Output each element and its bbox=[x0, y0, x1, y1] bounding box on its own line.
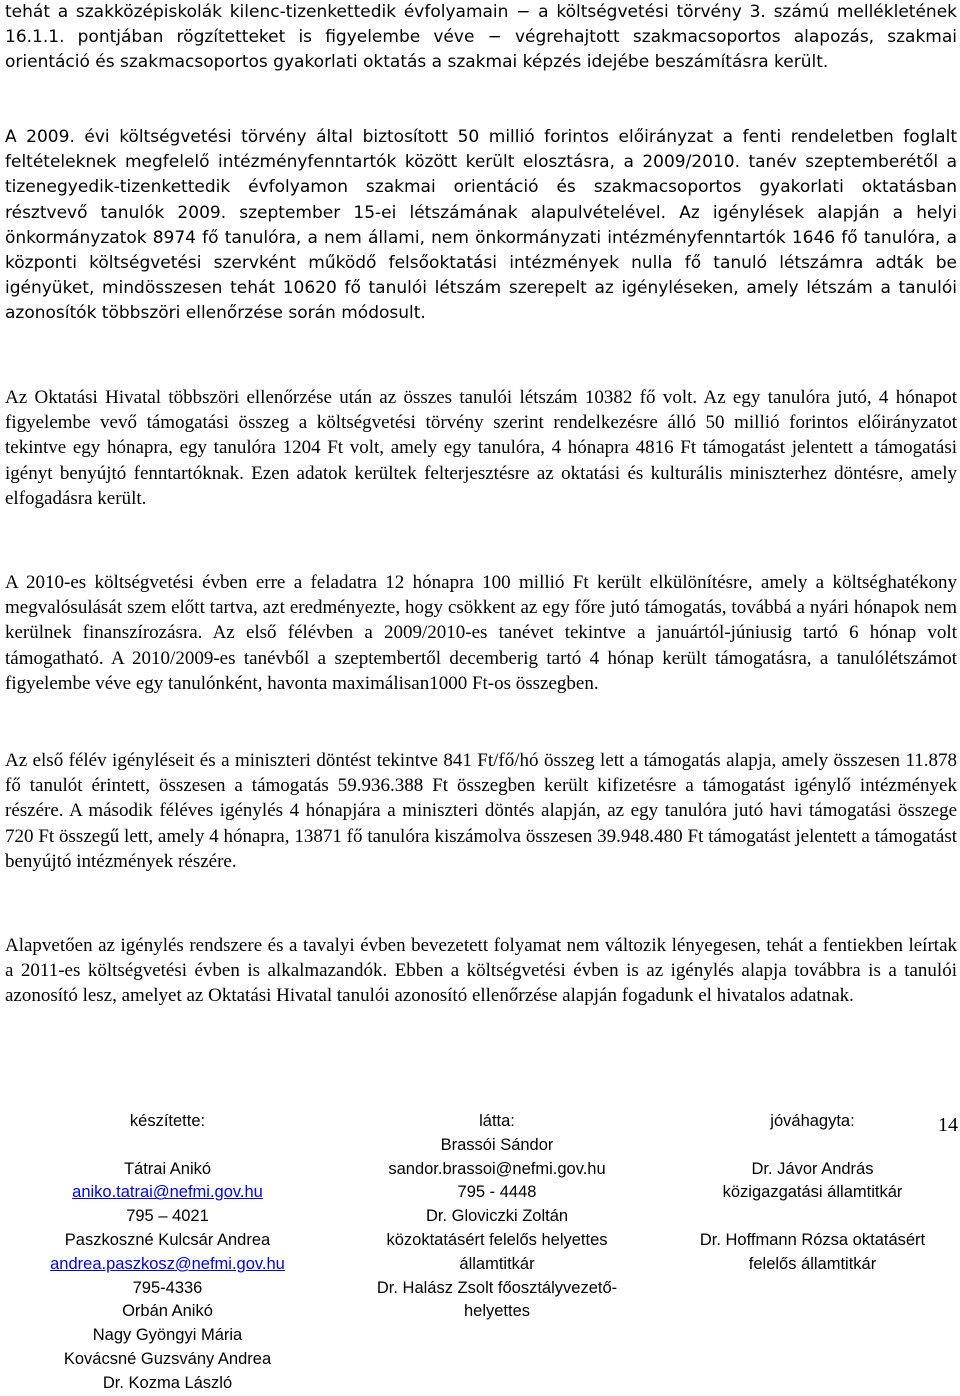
approved-name-1: Dr. Jávor András bbox=[751, 1159, 874, 1178]
prepared-name-1: Tátrai Anikó bbox=[123, 1159, 212, 1178]
approved-role-1: közigazgatási államtitkár bbox=[722, 1183, 903, 1202]
prepared-email-1-link[interactable]: aniko.tatrai@nefmi.gov.hu bbox=[72, 1183, 263, 1202]
prepared-phone-1: 795 – 4021 bbox=[126, 1207, 209, 1226]
prepared-name-2: Paszkoszné Kulcsár Andrea bbox=[64, 1230, 271, 1249]
footer-approved-column bbox=[690, 1110, 935, 1277]
seen-role-2b: államtitkár bbox=[459, 1254, 535, 1273]
seen-label: látta: bbox=[479, 1112, 515, 1130]
paragraph-office-check: Az Oktatási Hivatal többszöri ellenőrzése után az összes tanulói létszám 10382 fő volt. Az egy tanulóra jutó, 4 hónapot figyelembe vevő támogatási összeg a költségvetési törvény szerint rendelkezésre álló 50 millió forintos előirányzatot tekintve egy hónapra, egy tanulóra 1204 Ft volt, amely egy tanulóra, 4 hónapra 4816 Ft támogatást jelentett a támogatási igényt benyújtó fenntartóknak. Ezen adatok kerültek felterjesztésre az oktatási és kulturális miniszterhez döntésre, amely elfogadásra került. bbox=[5, 387, 957, 509]
prepared-label: készítette: bbox=[129, 1112, 206, 1130]
prepared-email-2-link[interactable]: andrea.paszkosz@nefmi.gov.hu bbox=[50, 1254, 285, 1273]
approved-name-2: Dr. Hoffmann Rózsa oktatásért bbox=[699, 1230, 926, 1249]
seen-name-2: Dr. Gloviczki Zoltán bbox=[425, 1207, 569, 1226]
prepared-name-6: Dr. Kozma László bbox=[102, 1373, 233, 1392]
seen-name-1: Brassói Sándor bbox=[440, 1135, 554, 1154]
seen-email-1: sandor.brassoi@nefmi.gov.hu bbox=[388, 1159, 606, 1178]
prepared-name-4: Nagy Gyöngyi Mária bbox=[92, 1326, 243, 1345]
seen-name-3: Dr. Halász Zsolt főosztályvezető- bbox=[376, 1278, 618, 1297]
paragraph-system: Alapvetően az igénylés rendszere és a tavalyi évben bevezetett folyamat nem változik lényegesen, tehát a fentiekben leírtak a 2011-es költségvetési évben is alkalmazandók. Ebben a költségvetési évben is az igénylés alapja továbbra is a tanulói azonosító lesz, amelyet az Oktatási Hivatal tanulói azonosító ellenőrzése alapján fogadunk el hivatalos adatnak. bbox=[5, 935, 957, 1007]
paragraph-intro: tehát a szakközépiskolák kilenc-tizenkettedik évfolyamain − a költségvetési törvény 3. számú mellékletének 16.1.1. pontjában rögzítetteket is figyelembe véve − végrehajtott szakmacsoportos alapozás, szakmai orientáció és szakmacsoportos gyakorlati oktatás a szakmai képzés idejébe beszámításra került. bbox=[5, 2, 957, 73]
seen-role-3: helyettes bbox=[463, 1302, 531, 1321]
footer-prepared-column bbox=[30, 1110, 305, 1396]
prepared-phone-2: 795-4336 bbox=[132, 1278, 203, 1297]
prepared-name-5: Kovácsné Guzsvány Andrea bbox=[63, 1349, 272, 1368]
paragraph-2009-budget: A 2009. évi költségvetési törvény által biztosított 50 millió forintos előirányzat a fenti rendeletben foglalt feltételeknek megfelelő intézményfenntartók között került elosztásra, a 2009/2010. tanév szeptemberétől a tizenegyedik-tizenkettedik évfolyamon szakmai orientáció és szakmacsoportos gyakorlati oktatásban résztvevő tanulók 2009. szeptember 15-ei létszámának alapulvételével. Az igénylések alapján a helyi önkormányzatok 8974 fő tanulóra, a nem állami, nem önkormányzati intézményfenntartók 1646 fő tanulóra, a központi költségvetési szervként működő felsőoktatási intézmények nulla fő tanuló létszámra adták be igényüket, mindösszesen tehát 10620 fő tanulói létszám szerepelt az igényléseken, amely létszám a tanulói azonosítók többszöri ellenőrzése során módosult. bbox=[5, 127, 957, 324]
prepared-name-3: Orbán Anikó bbox=[122, 1302, 213, 1321]
seen-role-2a: közoktatásért felelős helyettes bbox=[386, 1230, 608, 1249]
seen-phone-1: 795 - 4448 bbox=[457, 1183, 537, 1202]
approved-label: jóváhagyta: bbox=[770, 1112, 855, 1130]
paragraph-first-semester: Az első félév igényléseit és a miniszteri döntést tekintve 841 Ft/fő/hó összeg lett a támogatás alapja, amely összesen 11.878 fő tanulót érintett, összesen a támogatás 59.936.388 Ft összegben került kifizetésre a támogatást igénylő intézmények részére. A második féléves igénylés 4 hónapjára a miniszteri döntés alapján, az egy tanulóra jutó havi támogatási összege 720 Ft összegű lett, amely 4 hónapra, 13871 fő tanulóra kiszámolva összesen 39.948.480 Ft támogatást jelentett a támogatást benyújtó intézmények részére. bbox=[5, 750, 957, 872]
page-number: 14 bbox=[938, 1114, 958, 1136]
footer-seen-column bbox=[358, 1110, 636, 1324]
paragraph-2010-budget: A 2010-es költségvetési évben erre a feladatra 12 hónapra 100 millió Ft került elkülönítésre, amely a költséghatékony megvalósulását szem előtt tartva, azt eredményezte, hogy csökkent az egy főre jutó támogatás, továbbá a nyári hónapok nem kerülnek finanszírozásra. Az első félévben a 2009/2010-es tanévet tekintve a januártól-júniusig tartó 6 hónap volt támogatható. A 2010/2009-es tanévből a szeptembertől decemberig tartó 4 hónap került támogatásra, a tanulólétszámot figyelembe véve egy tanulónként, havonta maximálisan1000 Ft-os összegben. bbox=[5, 572, 957, 694]
approved-role-2: felelős államtitkár bbox=[748, 1254, 877, 1273]
